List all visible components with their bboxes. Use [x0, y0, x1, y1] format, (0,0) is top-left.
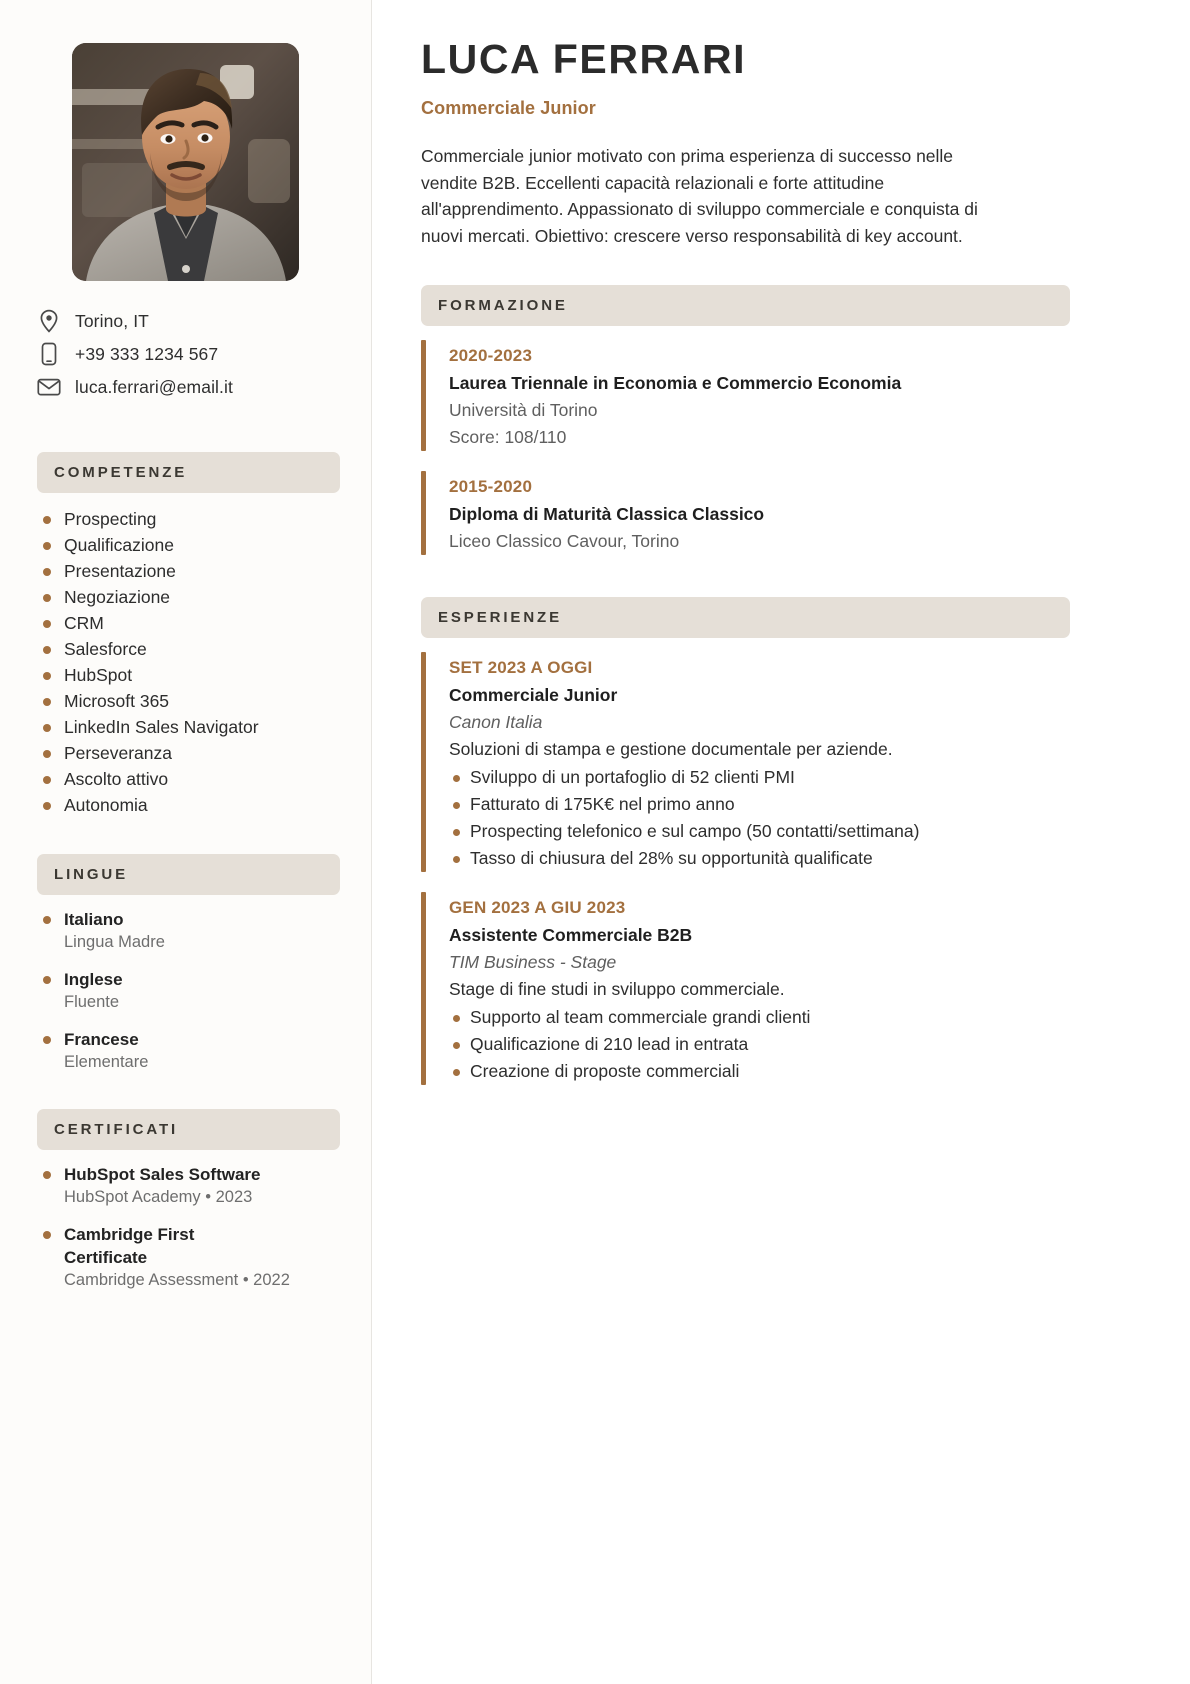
list-item: Qualificazione [37, 532, 340, 558]
language-name: Inglese [64, 970, 123, 989]
experience-bullets [449, 1004, 1070, 1085]
list-item: Qualificazione di 210 lead in entrata [449, 1031, 1070, 1058]
education-date: 2020-2023 [449, 346, 533, 366]
contact-info [31, 310, 340, 398]
list-item: Ascolto attivo [37, 766, 340, 792]
language-level: Elementare [64, 1053, 149, 1071]
contact-email-text: luca.ferrari@email.it [75, 376, 233, 397]
education-entry [421, 465, 1070, 561]
experience-date: SET 2023 A OGGI [449, 658, 593, 678]
language-level: Lingua Madre [64, 933, 165, 951]
list-item: Prospecting telefonico e sul campo (50 contatti/settimana) [449, 818, 1070, 845]
languages-heading: LINGUE [37, 854, 340, 895]
email-icon [37, 375, 61, 399]
experience-bullets [449, 764, 1070, 872]
location-pin-icon [37, 309, 61, 333]
list-item: Perseveranza [37, 740, 340, 766]
contact-location [37, 310, 340, 332]
experience-heading: ESPERIENZE [421, 597, 1070, 638]
language-level: Fluente [64, 993, 120, 1011]
list-item: Microsoft 365 [37, 688, 340, 714]
languages-list [37, 908, 340, 1073]
contact-location-text: Torino, IT [75, 310, 149, 331]
certificate-name: Cambridge First Certificate [64, 1225, 195, 1267]
list-item: Salesforce [37, 636, 340, 662]
profile-summary: Commerciale junior motivato con prima esperienza di successo nelle vendite B2B. Eccellenti capacità relazionali e forte attitudine all'apprendimento. Appassionato di sviluppo commerciale e conquista di nuovi mercati. Obiettivo: crescere verso responsabilità di key account. [421, 146, 978, 246]
language-name: Francese [64, 1030, 139, 1049]
certificates-section [31, 1109, 340, 1291]
main-content [373, 0, 1190, 1684]
list-item: Sviluppo di un portafoglio di 52 clienti PMI [449, 764, 1070, 791]
sidebar [0, 0, 372, 1684]
contact-phone [37, 343, 340, 365]
education-title: Laurea Triennale in Economia e Commercio Economia [449, 373, 902, 394]
education-heading: FORMAZIONE [421, 285, 1070, 326]
education-title: Diploma di Maturità Classica Classico [449, 504, 765, 525]
list-item: Autonomia [37, 792, 340, 818]
education-entry [421, 334, 1070, 457]
phone-icon [37, 342, 61, 366]
list-item: Tasso di chiusura del 28% su opportunità qualificate [449, 845, 1070, 872]
education-date: 2015-2020 [449, 477, 533, 497]
education-score: Score: 108/110 [449, 427, 567, 448]
language-name: Italiano [64, 910, 124, 929]
list-item: Supporto al team commerciale grandi clienti [449, 1004, 1070, 1031]
education-org: Università di Torino [449, 400, 598, 421]
certificates-heading: CERTIFICATI [37, 1109, 340, 1150]
list-item: Prospecting [37, 506, 340, 532]
list-item: Creazione di proposte commerciali [449, 1058, 1070, 1085]
languages-section [31, 854, 340, 1073]
list-item [37, 968, 340, 1013]
list-item [37, 908, 340, 953]
experience-company: TIM Business - Stage [449, 952, 617, 973]
experience-entry [421, 886, 1070, 1091]
certificate-issuer: HubSpot Academy • 2023 [64, 1188, 253, 1206]
page-title: LUCA FERRARI [421, 36, 747, 82]
skills-section [31, 452, 340, 818]
experience-title: Commerciale Junior [449, 685, 618, 706]
contact-email [37, 376, 340, 398]
experience-description: Soluzioni di stampa e gestione documentale per aziende. [449, 739, 893, 760]
experience-title: Assistente Commerciale B2B [449, 925, 693, 946]
skills-heading: COMPETENZE [37, 452, 340, 493]
skills-list [37, 506, 340, 818]
list-item: LinkedIn Sales Navigator [37, 714, 340, 740]
education-org: Liceo Classico Cavour, Torino [449, 531, 680, 552]
certificate-name: HubSpot Sales Software [64, 1165, 261, 1184]
list-item: CRM [37, 610, 340, 636]
certificates-list [37, 1163, 340, 1291]
list-item [37, 1223, 340, 1291]
avatar [72, 43, 299, 281]
job-role-subtitle: Commerciale Junior [421, 98, 596, 119]
experience-company: Canon Italia [449, 712, 543, 733]
list-item [37, 1163, 340, 1208]
list-item: HubSpot [37, 662, 340, 688]
list-item: Presentazione [37, 558, 340, 584]
list-item: Fatturato di 175K€ nel primo anno [449, 791, 1070, 818]
list-item: Negoziazione [37, 584, 340, 610]
experience-entry [421, 646, 1070, 878]
list-item [37, 1028, 340, 1073]
contact-phone-text: +39 333 1234 567 [75, 343, 219, 364]
experience-date: GEN 2023 A GIU 2023 [449, 898, 626, 918]
certificate-issuer: Cambridge Assessment • 2022 [64, 1271, 290, 1289]
experience-description: Stage di fine studi in sviluppo commerciale. [449, 979, 785, 1000]
portrait-photo [72, 43, 299, 281]
